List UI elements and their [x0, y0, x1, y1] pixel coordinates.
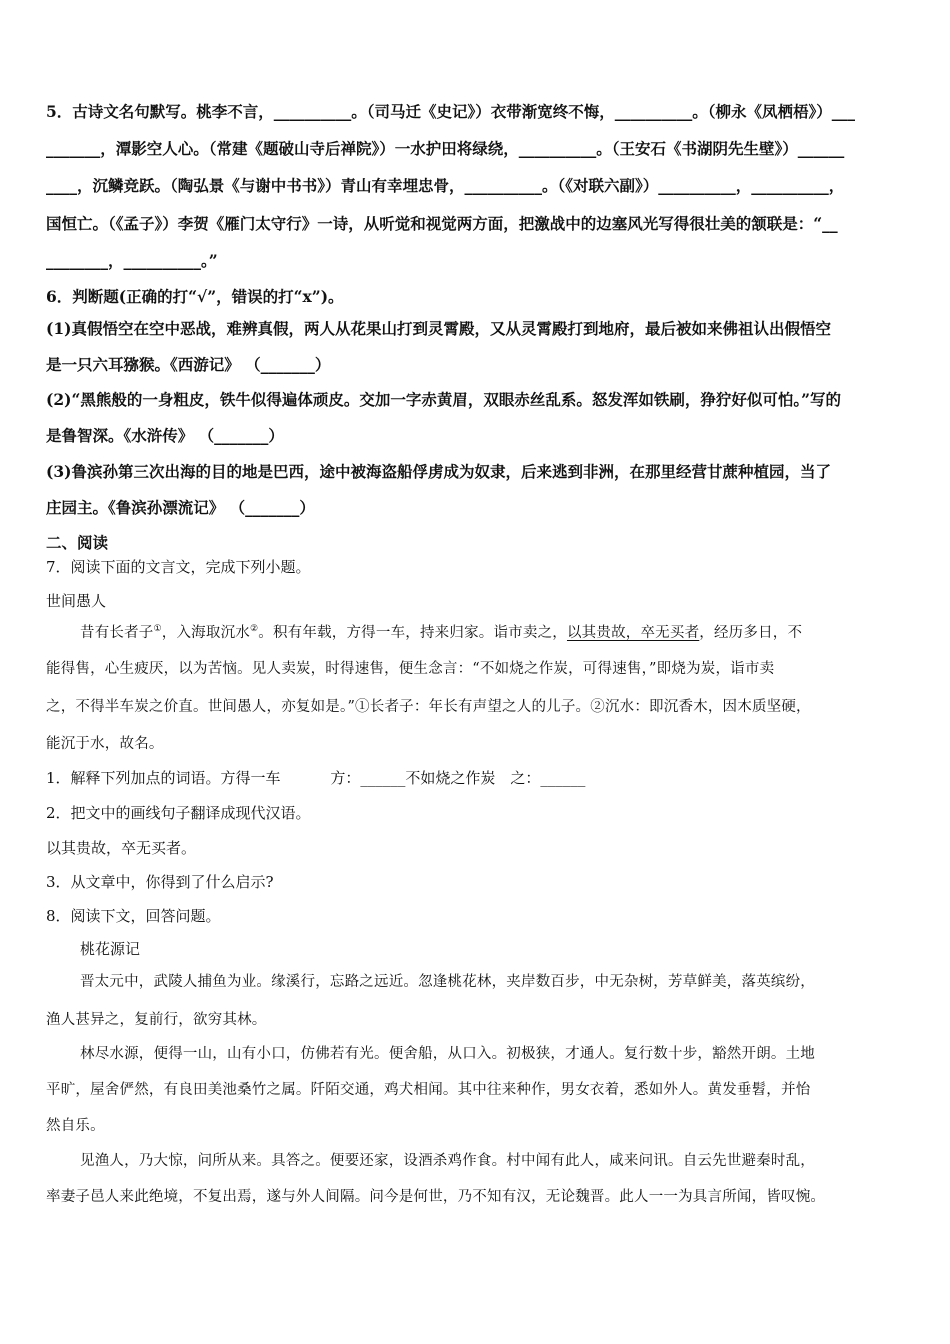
- q5-line-2: _______，潭影空人心。（常建《题破山寺后禅院》）一水护田将绿绕，__________。（王安石《书湖阴先生壁》）______: [46, 139, 845, 158]
- footnote-marker: ①: [153, 624, 162, 635]
- q7-title: 7．阅读下面的文言文，完成下列小题。: [46, 558, 311, 576]
- q6-title: 6．判断题(正确的打“√”，错误的打“x”)。: [46, 287, 344, 306]
- footnote-marker: ②: [249, 624, 259, 635]
- q7-subquestion-3: 3．从文章中，你得到了什么启示?: [46, 873, 274, 891]
- q7-subquestion-2: 2．把文中的画线句子翻译成现代汉语。: [46, 804, 311, 822]
- q6-item-2-line-2: 是鲁智深。《水浒传》 （_______）: [46, 426, 284, 445]
- q5-line-4: 国恒亡。（《孟子》）李贺《雁门太守行》一诗，从听觉和视觉两方面，把激战中的边塞风光写得很壮美的颔联是：“__: [46, 214, 838, 233]
- q6-item-2-line-1: (2)“黑熊般的一身粗皮，铁牛似得遍体顽皮。交加一字赤黄眉，双眼赤丝乱系。怒发浑如铁刷，狰狞好似可怕。”写的: [46, 390, 842, 409]
- q8-paragraph-1-line-2: 渔人甚异之，复前行，欲穷其林。: [46, 1012, 267, 1028]
- q7-passage-title: 世间愚人: [46, 592, 107, 610]
- q7-subquestion-1: 1．解释下列加点的词语。方得一车 方：______不如烧之作炭 之：______: [46, 769, 586, 787]
- q8-passage-title: 桃花源记: [80, 940, 141, 958]
- section-heading: 二、阅读: [46, 533, 109, 552]
- q6-item-3-line-2: 庄园主。《鲁滨孙漂流记》 （_______）: [46, 498, 315, 517]
- q8-paragraph-2-line-3: 然自乐。: [46, 1118, 105, 1134]
- q5-line-3: ____，沉鳞竞跃。（陶弘景《与谢中书书》）青山有幸埋忠骨，__________。（《对联六副》）__________，__________，: [46, 176, 845, 195]
- q8-paragraph-2-line-1: 林尽水源，便得一山，山有小口，仿佛若有光。便舍船，从口入。初极狭，才通人。复行数十步，豁然开朗。土地: [80, 1046, 815, 1062]
- q7-passage-line-2: 能得售，心生疲厌，以为苦恼。见人卖炭，时得速售，便生念言：“不如烧之作炭，可得速售，”即烧为炭，诣市卖: [46, 661, 775, 677]
- q5-line-1: 5．古诗文名句默写。桃李不言，__________。（司马迁《史记》）衣带渐宽终不悔，__________。（柳永《凤栖梧》）___: [46, 102, 856, 121]
- q7-passage-line-3: 之，不得半车炭之价直。世间愚人，亦复如是。”①长者子：年长有声望之人的儿子。②沉水：即沉香木，因木质坚硬，: [46, 699, 811, 715]
- q7-passage-line-1: [80, 626, 802, 641]
- q7-passage-text: 昔有长者子: [80, 625, 154, 641]
- q7-passage-text: 。积有年载，方得一车，持来归家。诣市卖之，: [258, 625, 567, 641]
- q8-paragraph-2-line-2: 平旷，屋舍俨然，有良田美池桑竹之属。阡陌交通，鸡犬相闻。其中往来种作，男女衣着，悉如外人。黄发垂髫，并怡: [46, 1082, 811, 1098]
- q8-paragraph-1-line-1: 晋太元中，武陵人捕鱼为业。缘溪行，忘路之远近。忽逢桃花林，夹岸数百步，中无杂树，芳草鲜美，落英缤纷，: [80, 974, 815, 990]
- q6-item-1-line-1: (1)真假悟空在空中恶战，难辨真假，两人从花果山打到灵霄殿，又从灵霄殿打到地府，最后被如来佛祖认出假悟空: [46, 319, 831, 338]
- q7-passage-line-4: 能沉于水，故名。: [46, 736, 164, 752]
- q8-paragraph-3-line-2: 率妻子邑人来此绝境，不复出焉，遂与外人间隔。问今是何世，乃不知有汉，无论魏晋。此人一一为具言所闻，皆叹惋。: [46, 1189, 826, 1205]
- q8-title: 8．阅读下文，回答问题。: [46, 907, 221, 925]
- q7-passage-text: ，入海取沉水: [161, 625, 250, 641]
- q6-item-3-line-1: (3)鲁滨孙第三次出海的目的地是巴西，途中被海盗船俘虏成为奴隶，后来逃到非洲，在那里经营甘蔗种植园，当了: [46, 462, 831, 481]
- q5-line-5: ________，__________。”: [46, 251, 218, 270]
- q7-passage-text: ，经历多日，不: [699, 625, 803, 641]
- q6-item-1-line-2: 是一只六耳猕猴。《西游记》 （_______）: [46, 355, 331, 374]
- underlined-sentence: 以其贵故，卒无买者: [566, 625, 700, 641]
- q8-paragraph-3-line-1: 见渔人，乃大惊，问所从来。具答之。便要还家，设酒杀鸡作食。村中闻有此人，咸来问讯。自云先世避秦时乱，: [80, 1153, 815, 1169]
- q7-subquestion-2-sentence: 以其贵故，卒无买者。: [46, 839, 197, 857]
